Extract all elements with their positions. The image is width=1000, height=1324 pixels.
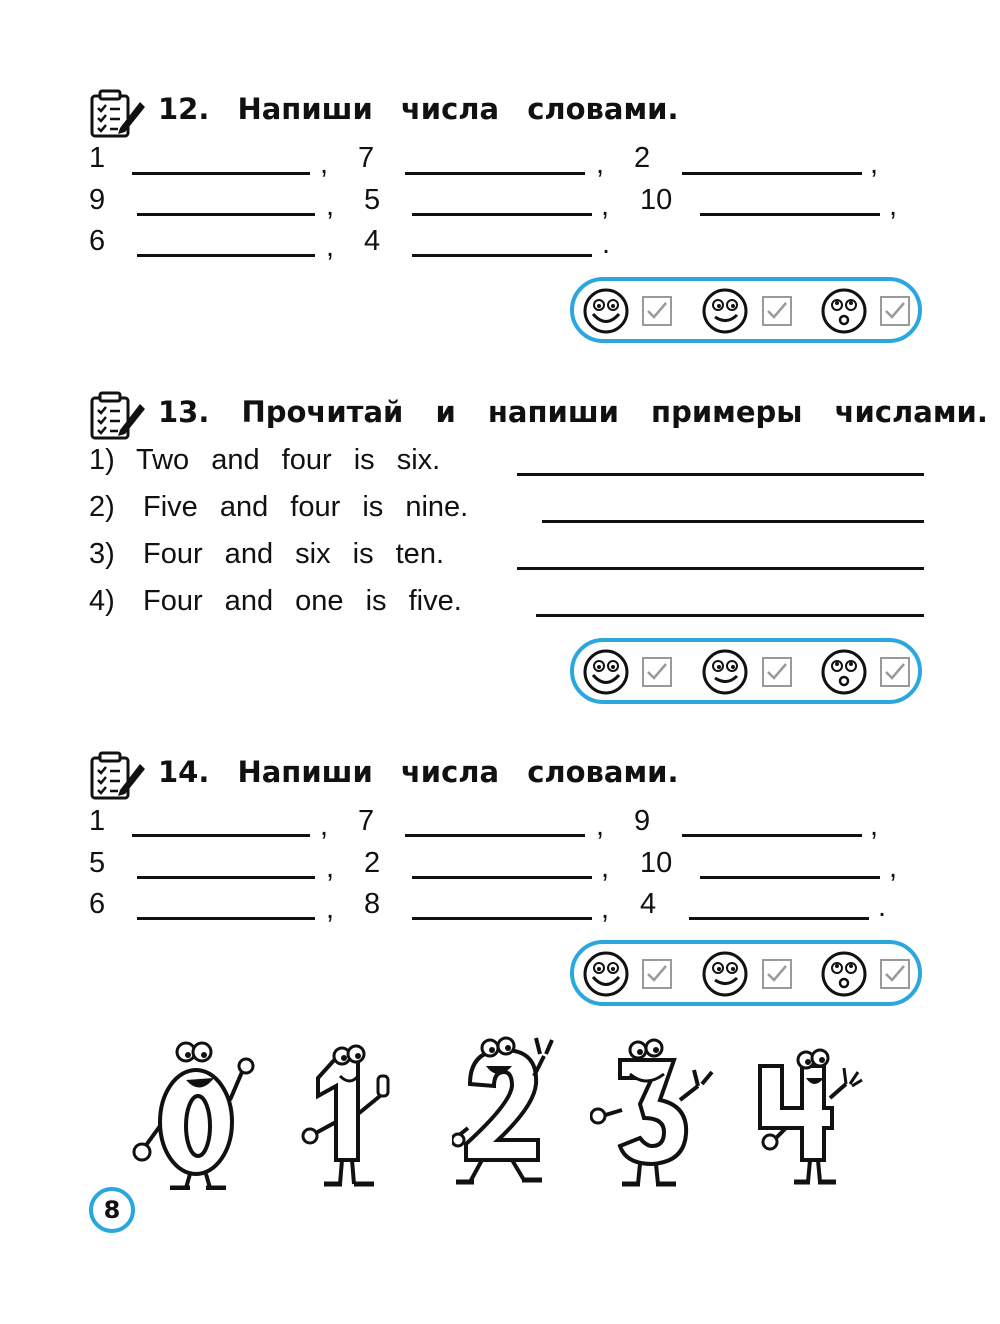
separator: . [602,228,611,260]
check-icon [644,659,670,685]
self-assessment-panel [570,940,922,1006]
sentence-number: 3) [89,538,115,570]
number-label: 2 [364,847,381,879]
number-label: 7 [358,142,375,174]
number-label: 6 [89,225,106,257]
answer-line[interactable] [137,876,315,879]
check-icon [764,659,790,685]
separator: , [326,852,335,884]
number-label: 7 [358,805,375,837]
answer-line[interactable] [412,254,592,257]
separator: , [870,810,879,842]
task-checklist-icon [88,88,146,140]
sentence-text: Five and four is nine. [143,491,469,523]
happy-face-icon [582,648,630,696]
separator: , [320,148,329,180]
task-checklist-icon [88,390,146,442]
unsure-face-icon [820,648,868,696]
number-label: 4 [364,225,381,257]
answer-line[interactable] [542,520,924,523]
task-12-title: 12. Напиши числа словами. [158,92,679,126]
separator: , [326,893,335,925]
cartoon-one-icon [296,1038,406,1190]
number-label: 10 [640,184,673,216]
answer-line[interactable] [412,876,592,879]
answer-line[interactable] [682,172,862,175]
answer-line[interactable] [682,834,862,837]
checkbox[interactable] [880,296,910,326]
happy-face-icon [582,287,630,335]
cartoon-zero-icon [130,1030,270,1190]
task-13-title: 13. Прочитай и напиши примеры числами. [158,395,988,429]
answer-line[interactable] [517,473,924,476]
check-icon [882,961,908,987]
number-label: 1 [89,142,106,174]
page-number: 8 [89,1187,135,1233]
answer-line[interactable] [517,567,924,570]
answer-line[interactable] [405,172,585,175]
number-label: 6 [89,888,106,920]
checkbox[interactable] [762,657,792,687]
check-icon [764,961,790,987]
check-icon [764,298,790,324]
separator: , [326,231,335,263]
cartoon-four-icon [750,1044,870,1190]
task-checklist-icon [88,750,146,802]
checkbox[interactable] [880,657,910,687]
smiling-face-icon [701,648,749,696]
separator: , [320,810,329,842]
checkbox[interactable] [642,959,672,989]
self-assessment-panel [570,638,922,704]
smiling-face-icon [701,287,749,335]
answer-line[interactable] [137,213,315,216]
number-label: 9 [634,805,651,837]
check-icon [882,659,908,685]
separator: , [596,148,605,180]
answer-line[interactable] [700,876,880,879]
answer-line[interactable] [137,917,315,920]
separator: , [326,190,335,222]
answer-line[interactable] [132,172,310,175]
number-label: 1 [89,805,106,837]
checkbox[interactable] [642,296,672,326]
number-label: 5 [89,847,106,879]
checkbox[interactable] [880,959,910,989]
separator: . [878,891,887,923]
answer-line[interactable] [689,917,869,920]
separator: , [601,852,610,884]
check-icon [882,298,908,324]
answer-line[interactable] [412,213,592,216]
checkbox[interactable] [762,296,792,326]
sentence-number: 4) [89,585,115,617]
separator: , [596,810,605,842]
check-icon [644,961,670,987]
number-label: 10 [640,847,673,879]
answer-line[interactable] [137,254,315,257]
checkbox[interactable] [642,657,672,687]
checkbox[interactable] [762,959,792,989]
cartoon-two-icon [452,1032,562,1190]
check-icon [644,298,670,324]
task-14-title: 14. Напиши числа словами. [158,755,679,789]
answer-line[interactable] [536,614,924,617]
number-label: 8 [364,888,381,920]
answer-line[interactable] [412,917,592,920]
separator: , [601,190,610,222]
number-label: 5 [364,184,381,216]
unsure-face-icon [820,287,868,335]
self-assessment-panel [570,277,922,343]
sentence-text: Two and four is six. [136,444,441,476]
separator: , [870,148,879,180]
number-label: 2 [634,142,651,174]
sentence-number: 2) [89,491,115,523]
sentence-text: Four and one is five. [143,585,462,617]
number-label: 4 [640,888,657,920]
happy-face-icon [582,950,630,998]
answer-line[interactable] [405,834,585,837]
answer-line[interactable] [132,834,310,837]
sentence-number: 1) [89,444,115,476]
answer-line[interactable] [700,213,880,216]
sentence-text: Four and six is ten. [143,538,444,570]
separator: , [889,190,898,222]
number-label: 9 [89,184,106,216]
separator: , [889,852,898,884]
unsure-face-icon [820,950,868,998]
smiling-face-icon [701,950,749,998]
separator: , [601,893,610,925]
cartoon-three-icon [590,1030,720,1190]
